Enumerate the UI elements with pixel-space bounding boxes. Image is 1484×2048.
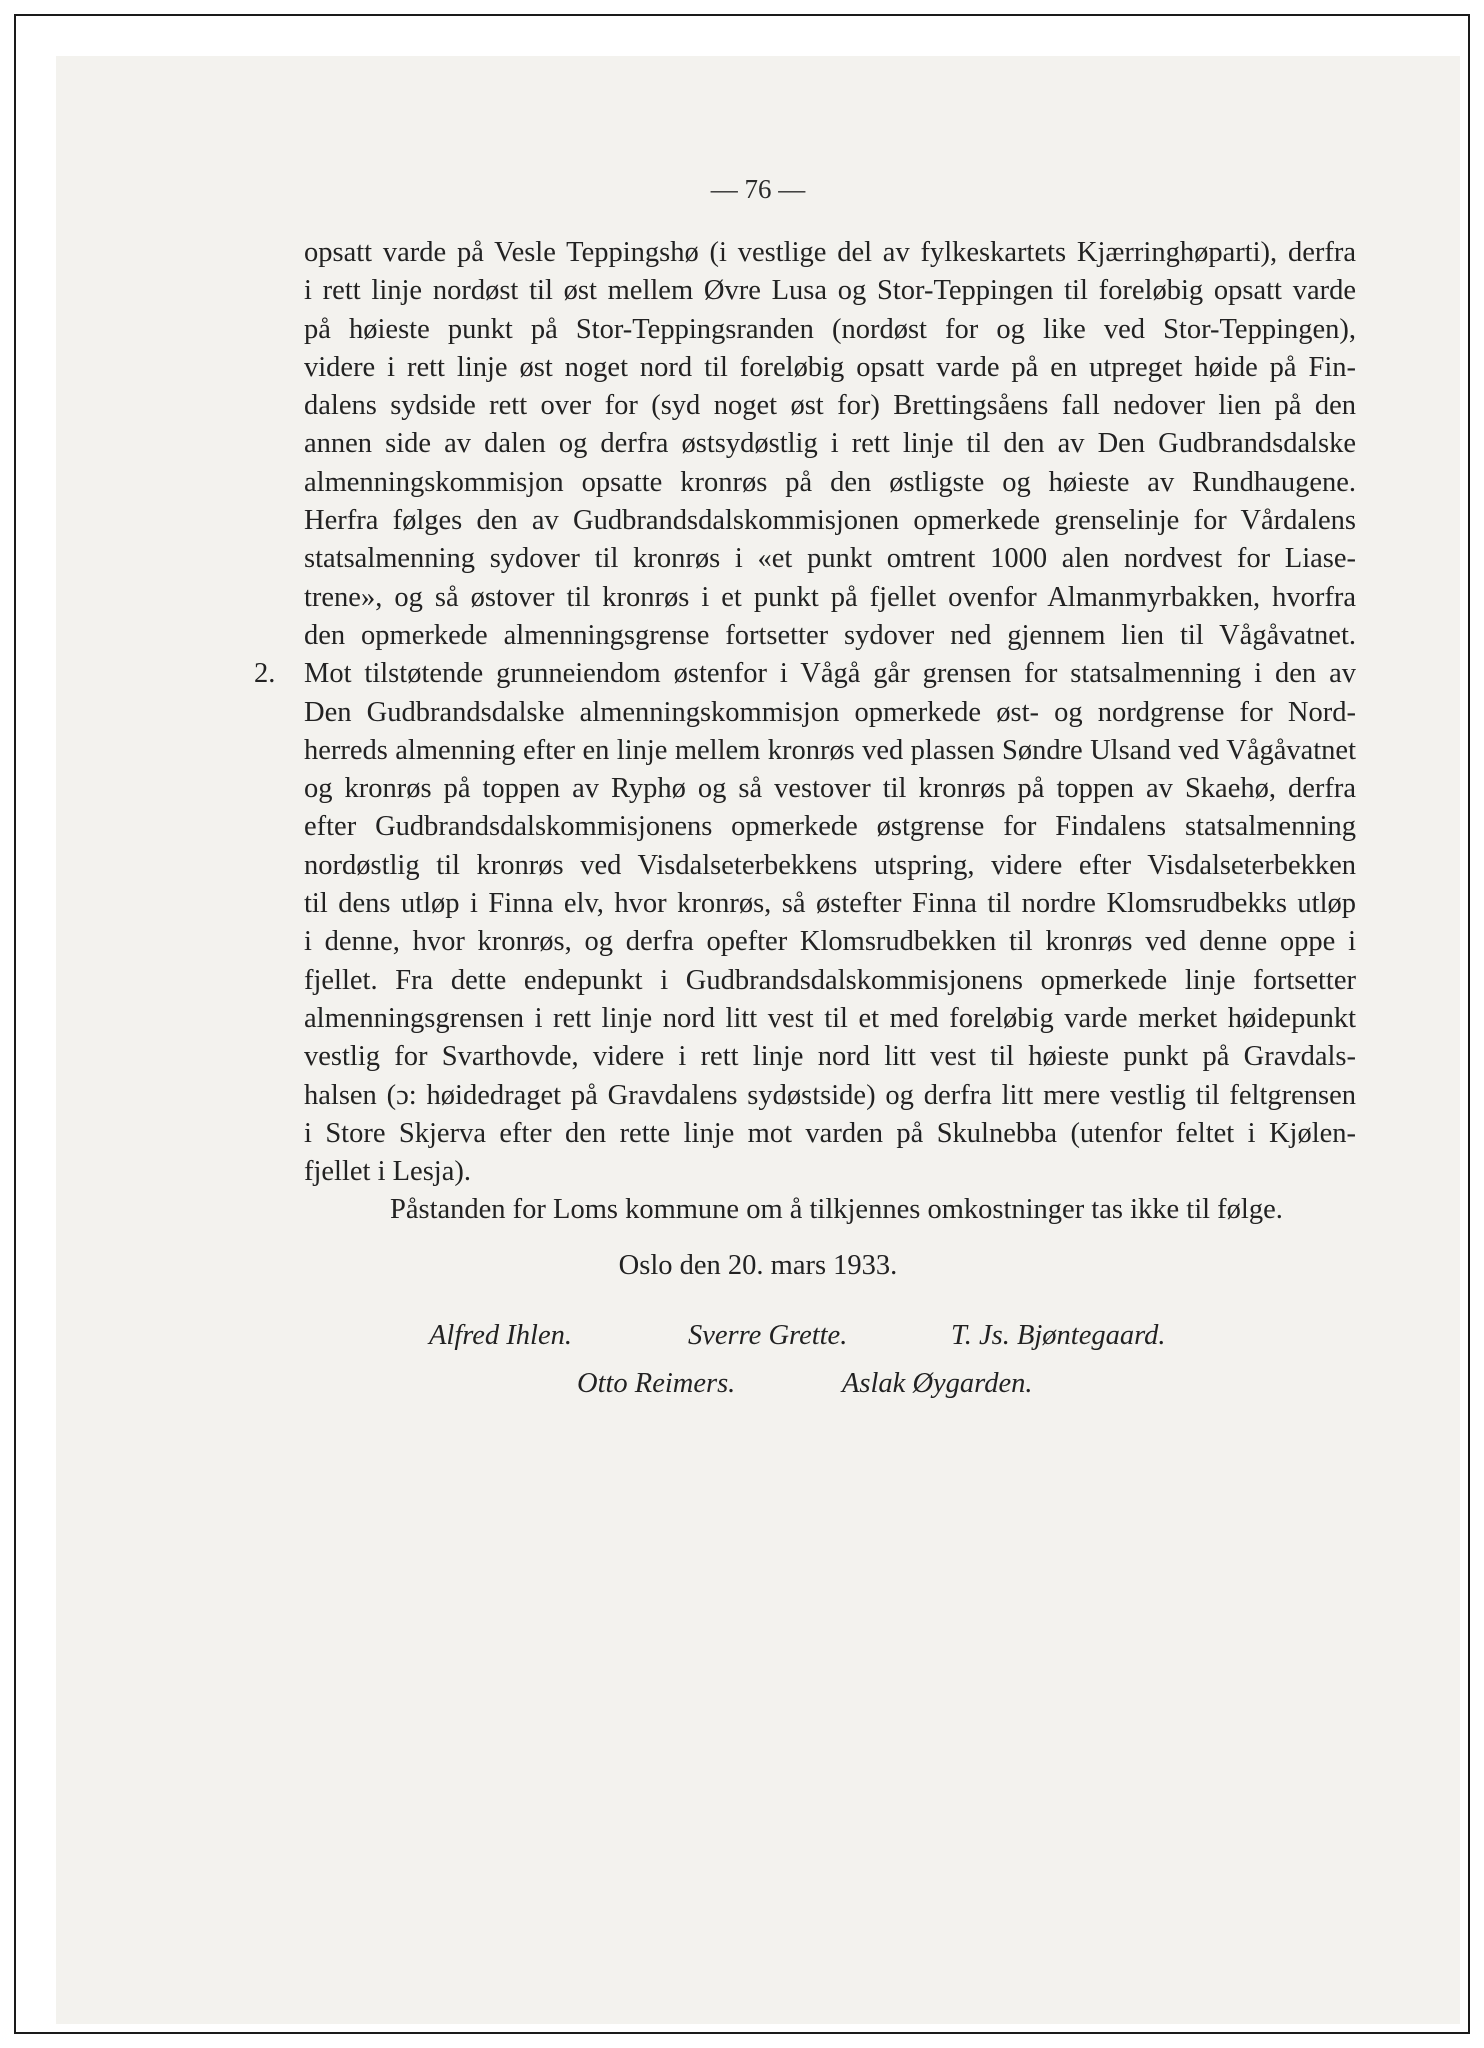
place-date: Oslo den 20. mars 1933. <box>618 1250 898 1281</box>
text-line: fjellet. Fra dette endepunkt i Gudbrandsdalskommisjonens opmerkede linje fortsetter <box>304 964 1356 996</box>
text-line: trene», og så østover til kronrøs i et punkt på fjellet ovenfor Almanmyrbakken, hvorfra <box>304 581 1356 613</box>
text-line: halsen (ɔ: høidedraget på Gravdalens sydøstside) og derfra litt mere vestlig til feltgrensen <box>304 1079 1356 1111</box>
text-line: opsatt varde på Vesle Teppingshø (i vestlige del av fylkeskartets Kjærringhøparti), derfra <box>304 237 1356 268</box>
text-line: nordøstlig til kronrøs ved Visdalseterbekkens utspring, videre efter Visdalseterbekken <box>304 849 1356 881</box>
text-line: dalens sydside rett over for (syd noget øst for) Brettingsåens fall nedover lien på den <box>304 390 1356 422</box>
list-item-number: 2. <box>254 658 276 690</box>
text-line: Herfra følges den av Gudbrandsdalskommisjonen opmerkede grenselinje for Vårdalens <box>304 505 1356 537</box>
text-line: herreds almenning efter en linje mellem kronrøs ved plassen Søndre Ulsand ved Vågåvatnet <box>304 734 1356 766</box>
text-line: efter Gudbrandsdalskommisjonens opmerkede østgrense for Findalens statsalmenning <box>304 811 1356 843</box>
document-page <box>56 56 1460 2024</box>
signature-alfred-ihlen: Alfred Ihlen. <box>429 1320 572 1351</box>
body-text <box>254 234 1356 1230</box>
text-line: almenningsgrensen i rett linje nord litt vest til et med foreløbig varde merket høidepunkt <box>304 1002 1356 1034</box>
text-line: på høieste punkt på Stor-Teppingsranden (nordøst for og like ved Stor-Teppingen), <box>304 313 1356 345</box>
signature-bjontegaard: T. Js. Bjøntegaard. <box>951 1320 1166 1351</box>
text-line: statsalmenning sydover til kronrøs i «et punkt omtrent 1000 alen nordvest for Liase- <box>304 543 1356 575</box>
text-line: og kronrøs på toppen av Ryphø og så vestover til kronrøs på toppen av Skaehø, derfra <box>304 773 1356 805</box>
text-line: annen side av dalen og derfra østsydøstlig i rett linje til den av Den Gudbrandsdalske <box>304 428 1356 460</box>
scan-frame <box>14 14 1470 2034</box>
page-number: — 76 — <box>710 174 806 204</box>
signature-sverre-grette: Sverre Grette. <box>688 1320 848 1351</box>
text-line: den opmerkede almenningsgrense fortsetter sydover ned gjennem lien til Vågåvatnet. <box>304 619 1356 651</box>
text-line: Mot tilstøtende grunneiendom østenfor i Vågå går grensen for statsalmenning i den av <box>304 658 1356 690</box>
text-line: i Store Skjerva efter den rette linje mot varden på Skulnebba (utenfor feltet i Kjølen- <box>304 1117 1356 1149</box>
signature-otto-reimers: Otto Reimers. <box>577 1368 736 1399</box>
text-line: til dens utløp i Finna elv, hvor kronrøs, så østefter Finna til nordre Klomsrudbekks utløp <box>304 888 1356 920</box>
text-line: i rett linje nordøst til øst mellem Øvre Lusa og Stor-Teppingen til foreløbig opsatt varde <box>304 275 1356 307</box>
signature-aslak-oygarden: Aslak Øygarden. <box>842 1368 1033 1399</box>
text-line: vestlig for Svarthovde, videre i rett linje nord litt vest til høieste punkt på Gravdals- <box>304 1041 1356 1073</box>
text-line: almenningskommisjon opsatte kronrøs på den østligste og høieste av Rundhaugene. <box>304 466 1356 498</box>
text-line: fjellet i Lesja). <box>304 1156 471 1188</box>
text-line: videre i rett linje øst noget nord til foreløbig opsatt varde på en utpreget høide på Fin- <box>304 351 1356 383</box>
text-line: i denne, hvor kronrøs, og derfra opefter Klomsrudbekken til kronrøs ved denne oppe i <box>304 926 1356 958</box>
text-line: Påstanden for Loms kommune om å tilkjennes omkostninger tas ikke til følge. <box>390 1194 1283 1226</box>
list-item-2 <box>254 655 1356 693</box>
text-line: Den Gudbrandsdalske almenningskommisjon opmerkede øst- og nordgrense for Nord- <box>304 696 1356 728</box>
